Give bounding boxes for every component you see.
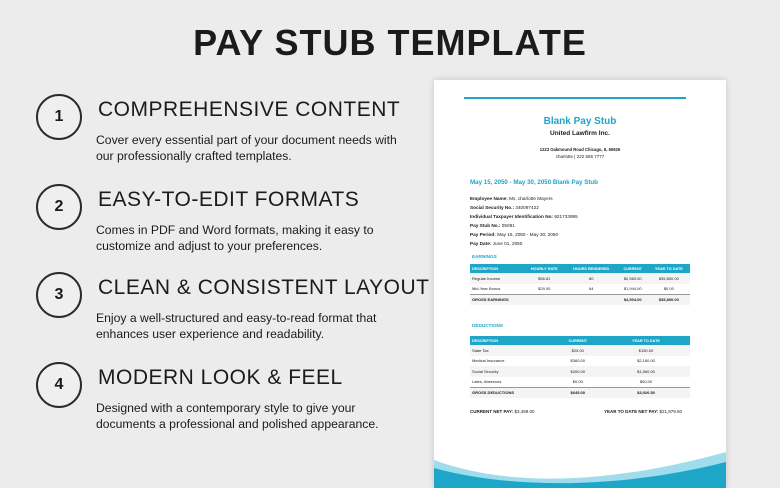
table-cell: $35,800.00 — [648, 294, 690, 305]
table-cell: $1,944.00 — [623, 286, 642, 291]
detail-label: Employee Name: — [470, 196, 508, 201]
feature-description: Enjoy a well-structured and easy-to-read format that enhances user experience and readability. — [96, 311, 377, 341]
feature-number-badge: 4 — [36, 362, 82, 408]
table-row — [470, 356, 690, 367]
document-top-rule — [464, 97, 686, 99]
feature-description: Comes in PDF and Word formats, making it easy to customize and adjust to your preferences. — [96, 223, 374, 253]
table-cell: $25.00 — [554, 345, 602, 356]
feature-title: EASY-TO-EDIT FORMATS — [98, 188, 360, 211]
pay-stub-document-preview — [434, 80, 726, 488]
table-cell: $260.00 — [554, 366, 602, 377]
table-cell: $29.00 — [538, 286, 551, 291]
table-total-row — [470, 387, 690, 398]
table-row — [470, 273, 690, 284]
net-pay-value: $21,879.50 — [659, 409, 683, 414]
table-cell: Mid-Year Bonus — [472, 286, 501, 291]
table-cell: $1,560.00 — [602, 366, 690, 377]
column-header: DESCRIPTION — [470, 264, 524, 273]
table-cell: 64 — [588, 286, 594, 291]
deductions-table — [470, 336, 690, 398]
table-cell: $4,504.00 — [618, 294, 648, 305]
detail-value: 340097422 — [515, 205, 539, 210]
feature-title: MODERN LOOK & FEEL — [98, 366, 343, 389]
page-title: PAY STUB TEMPLATE — [193, 22, 587, 63]
detail-label: Individual Taxpayer Identification No: — [470, 214, 553, 219]
table-cell: GROSS EARNINGS — [470, 294, 524, 305]
employee-detail-row — [470, 194, 700, 203]
table-cell — [524, 294, 565, 305]
employee-detail-row — [470, 239, 700, 248]
table-cell: $35,800.00 — [648, 273, 690, 284]
column-header: HOURS RENDERED — [565, 264, 618, 273]
table-cell: State Tax — [470, 345, 554, 356]
company-contact: charlotte | 222 555 7777 — [555, 154, 605, 159]
company-address: 1223 Oakmound Road Chicago, IL 60626 — [539, 147, 621, 152]
table-cell: Medical Insurance — [472, 358, 505, 364]
net-pay-label: YEAR TO DATE NET PAY: — [604, 409, 659, 414]
detail-value: Ms. charlotte Mayers — [509, 196, 553, 201]
column-header: DESCRIPTION — [470, 336, 554, 345]
table-row — [470, 345, 690, 356]
employee-details — [470, 194, 700, 248]
employee-detail-row — [470, 230, 700, 239]
table-cell: $2,560.00 — [618, 273, 648, 284]
feature-title: COMPREHENSIVE CONTENT — [98, 98, 401, 121]
table-cell: $0.00 — [663, 286, 674, 291]
detail-value: 05081 — [501, 223, 515, 228]
table-row — [470, 377, 690, 388]
decorative-wave — [434, 438, 726, 488]
employee-detail-row — [470, 212, 700, 221]
column-header: CURRENT — [554, 336, 602, 345]
detail-label: Social Security No.: — [470, 205, 515, 210]
detail-label: Pay Stub No.: — [470, 223, 501, 228]
current-net-pay — [470, 409, 534, 414]
document-title: Blank Pay Stub — [543, 116, 617, 127]
net-pay-value: $3,459.00 — [514, 409, 535, 414]
table-cell: $0.00 — [572, 379, 583, 384]
deductions-section-label: DEDUCTIONS — [472, 323, 503, 328]
column-header: YEAR TO DATE — [602, 336, 690, 345]
table-cell: $3,920.50 — [602, 387, 690, 398]
table-row — [470, 284, 690, 295]
table-cell: Lates, Absences — [472, 379, 502, 384]
company-name: United Lawfirm Inc. — [550, 130, 610, 137]
column-header: YEAR TO DATE — [648, 264, 690, 273]
feature-number-badge: 1 — [36, 94, 82, 140]
pay-period-heading: May 15, 2050 - May 30, 2050 Blank Pay Stub — [470, 179, 598, 186]
table-row — [470, 366, 690, 377]
feature-description: Cover every essential part of your document needs with our professionally crafted templates. — [96, 133, 397, 163]
feature-description: Designed with a contemporary style to give your documents a professional and polished appearance. — [96, 401, 379, 431]
table-cell: Regular Income — [470, 273, 524, 284]
table-total-row — [470, 294, 690, 305]
detail-label: Pay Date: — [470, 241, 492, 246]
detail-value: June 01, 2050 — [492, 241, 523, 246]
net-pay-label: CURRENT NET PAY: — [470, 409, 514, 414]
table-cell: GROSS DEDUCTIONS — [470, 387, 554, 398]
feature-number-badge: 3 — [36, 272, 82, 318]
column-header: CURRENT — [618, 264, 648, 273]
table-cell — [565, 294, 618, 305]
feature-title: CLEAN & CONSISTENT LAYOUT — [98, 276, 430, 299]
detail-value: 921733995 — [554, 214, 578, 219]
column-header: HOURLY RATE — [524, 264, 565, 273]
table-cell: Social Security — [470, 366, 554, 377]
ytd-net-pay — [604, 409, 682, 414]
table-cell: 80 — [565, 273, 618, 284]
employee-detail-row — [470, 221, 700, 230]
detail-label: Pay Period: — [470, 232, 496, 237]
table-cell: $645.00 — [554, 387, 602, 398]
table-cell: $50.00 — [639, 379, 653, 384]
earnings-section-label: EARNINGS — [472, 254, 497, 259]
feature-number-badge: 2 — [36, 184, 82, 230]
table-cell: $150.00 — [602, 345, 690, 356]
detail-value: May 15, 2050 - May 30, 2050 — [497, 232, 559, 237]
table-cell: $2,160.00 — [637, 358, 655, 364]
employee-detail-row — [470, 203, 700, 212]
table-cell: $56.81 — [524, 273, 565, 284]
table-cell: $360.00 — [570, 358, 586, 364]
earnings-table — [470, 264, 690, 305]
